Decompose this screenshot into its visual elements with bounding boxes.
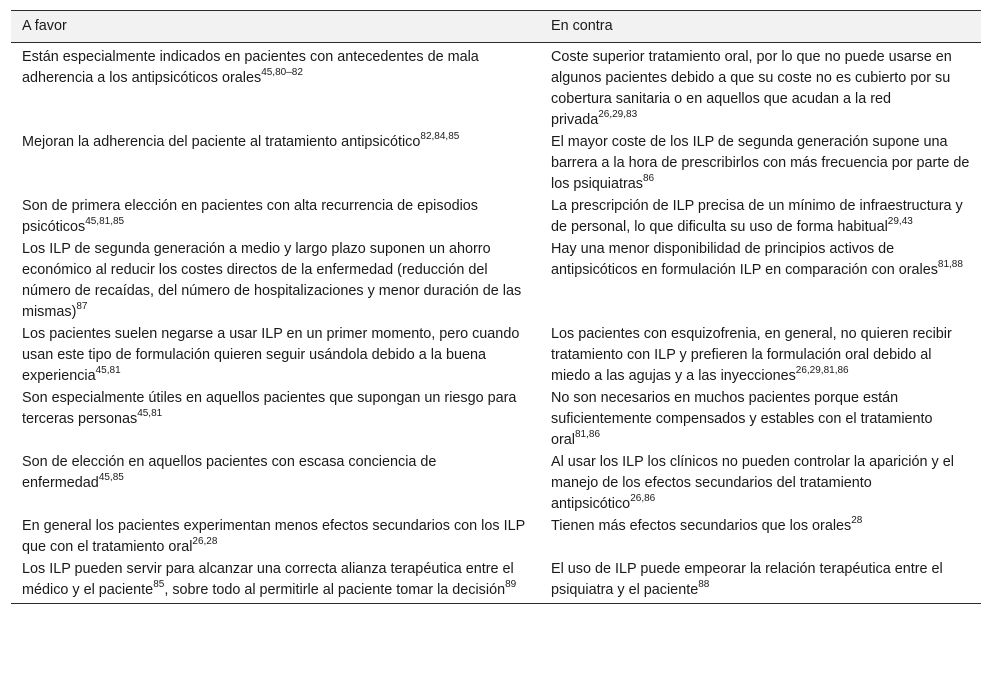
cell-text: Hay una menor disponibilidad de principios activos de antipsicóticos en formulación ILP en comparación con orales — [551, 241, 938, 278]
cell-contra — [541, 131, 981, 195]
cell-contra — [541, 238, 981, 323]
cell-text: El mayor coste de los ILP de segunda generación supone una barrera a la hora de prescribirlos con más frecuencia por parte de los psiquiatras — [551, 134, 970, 192]
cell-text: Son de primera elección en pacientes con alta recurrencia de episodios psicóticos — [22, 198, 478, 235]
reference-superscript: 81,88 — [937, 259, 963, 271]
cell-text: Los ILP pueden servir para alcanzar una correcta alianza terapéutica entre el médico y el paciente — [22, 561, 514, 598]
cell-text: Coste superior tratamiento oral, por lo que no puede usarse en algunos pacientes debido a que su coste no es cubierto por su cobertura sanitaria o en aquellos que acudan a la red privada — [551, 49, 952, 128]
cell-text: Tienen más efectos secundarios que los orales — [551, 518, 852, 534]
reference-superscript: 28 — [851, 515, 863, 527]
table-header-row — [11, 11, 981, 43]
reference-superscript: 82,84,85 — [420, 131, 460, 143]
cell-contra — [541, 515, 981, 558]
table-row — [11, 451, 981, 515]
header-favor: A favor — [11, 11, 541, 43]
cell-contra — [541, 43, 981, 132]
cell-text: Los pacientes suelen negarse a usar ILP en un primer momento, pero cuando usan este tipo de formulación quieren seguir usándola debido a la buena experiencia — [22, 326, 520, 384]
table-row — [11, 195, 981, 238]
cell-text: Al usar los ILP los clínicos no pueden controlar la aparición y el manejo de los efectos secundarios del tratamiento antipsicótico — [551, 454, 954, 512]
cell-text: La prescripción de ILP precisa de un mínimo de infraestructura y de personal, lo que dificulta su uso de forma habitual — [551, 198, 963, 235]
reference-superscript: 29,43 — [887, 216, 913, 228]
cell-text-continued: , sobre todo al permitirle al paciente tomar la decisión — [164, 582, 506, 598]
cell-text: No son necesarios en muchos pacientes porque están suficientemente compensados y estables con el tratamiento oral — [551, 390, 933, 448]
cell-text: Están especialmente indicados en pacientes con antecedentes de mala adherencia a los antipsicóticos orales — [22, 49, 479, 86]
cell-text: Son especialmente útiles en aquellos pacientes que supongan un riesgo para terceras personas — [22, 390, 517, 427]
cell-favor — [11, 387, 541, 451]
cell-favor — [11, 43, 541, 132]
cell-favor — [11, 195, 541, 238]
reference-superscript: 88 — [698, 579, 710, 591]
reference-superscript: 26,28 — [192, 536, 218, 548]
comparison-table-container — [11, 10, 981, 604]
cell-contra — [541, 451, 981, 515]
reference-superscript: 89 — [505, 579, 517, 591]
reference-superscript: 26,29,81,86 — [795, 365, 849, 377]
reference-superscript: 45,80–82 — [261, 67, 303, 79]
cell-favor — [11, 323, 541, 387]
cell-favor — [11, 238, 541, 323]
table-row — [11, 43, 981, 132]
reference-superscript: 45,85 — [98, 472, 124, 484]
comparison-table — [11, 10, 981, 604]
cell-text: En general los pacientes experimentan menos efectos secundarios con los ILP que con el tratamiento oral — [22, 518, 525, 555]
reference-superscript: 85 — [153, 579, 165, 591]
cell-contra — [541, 195, 981, 238]
table-row — [11, 131, 981, 195]
header-contra: En contra — [541, 11, 981, 43]
cell-contra — [541, 323, 981, 387]
cell-favor — [11, 558, 541, 604]
reference-superscript: 86 — [643, 173, 655, 185]
cell-contra — [541, 558, 981, 604]
cell-favor — [11, 515, 541, 558]
table-row — [11, 387, 981, 451]
reference-superscript: 87 — [76, 301, 88, 313]
table-row — [11, 558, 981, 604]
cell-text: Los ILP de segunda generación a medio y largo plazo suponen un ahorro económico al reducir los costes directos de la enfermedad (reducción del número de recaídas, del número de hospitalizaciones y menor duración de las mismas) — [22, 241, 522, 320]
cell-text: Los pacientes con esquizofrenia, en general, no quieren recibir tratamiento con ILP y prefieren la formulación oral debido al miedo a las agujas y a las inyecciones — [551, 326, 952, 384]
table-row — [11, 515, 981, 558]
reference-superscript: 26,86 — [630, 493, 656, 505]
reference-superscript: 45,81,85 — [85, 216, 125, 228]
cell-text: El uso de ILP puede empeorar la relación terapéutica entre el psiquiatra y el paciente — [551, 561, 943, 598]
cell-contra — [541, 387, 981, 451]
table-row — [11, 323, 981, 387]
cell-text: Son de elección en aquellos pacientes con escasa conciencia de enfermedad — [22, 454, 437, 491]
table-row — [11, 238, 981, 323]
reference-superscript: 81,86 — [575, 429, 601, 441]
cell-favor — [11, 131, 541, 195]
reference-superscript: 26,29,83 — [598, 109, 638, 121]
reference-superscript: 45,81 — [95, 365, 121, 377]
cell-text: Mejoran la adherencia del paciente al tratamiento antipsicótico — [22, 134, 421, 150]
cell-favor — [11, 451, 541, 515]
reference-superscript: 45,81 — [137, 408, 163, 420]
